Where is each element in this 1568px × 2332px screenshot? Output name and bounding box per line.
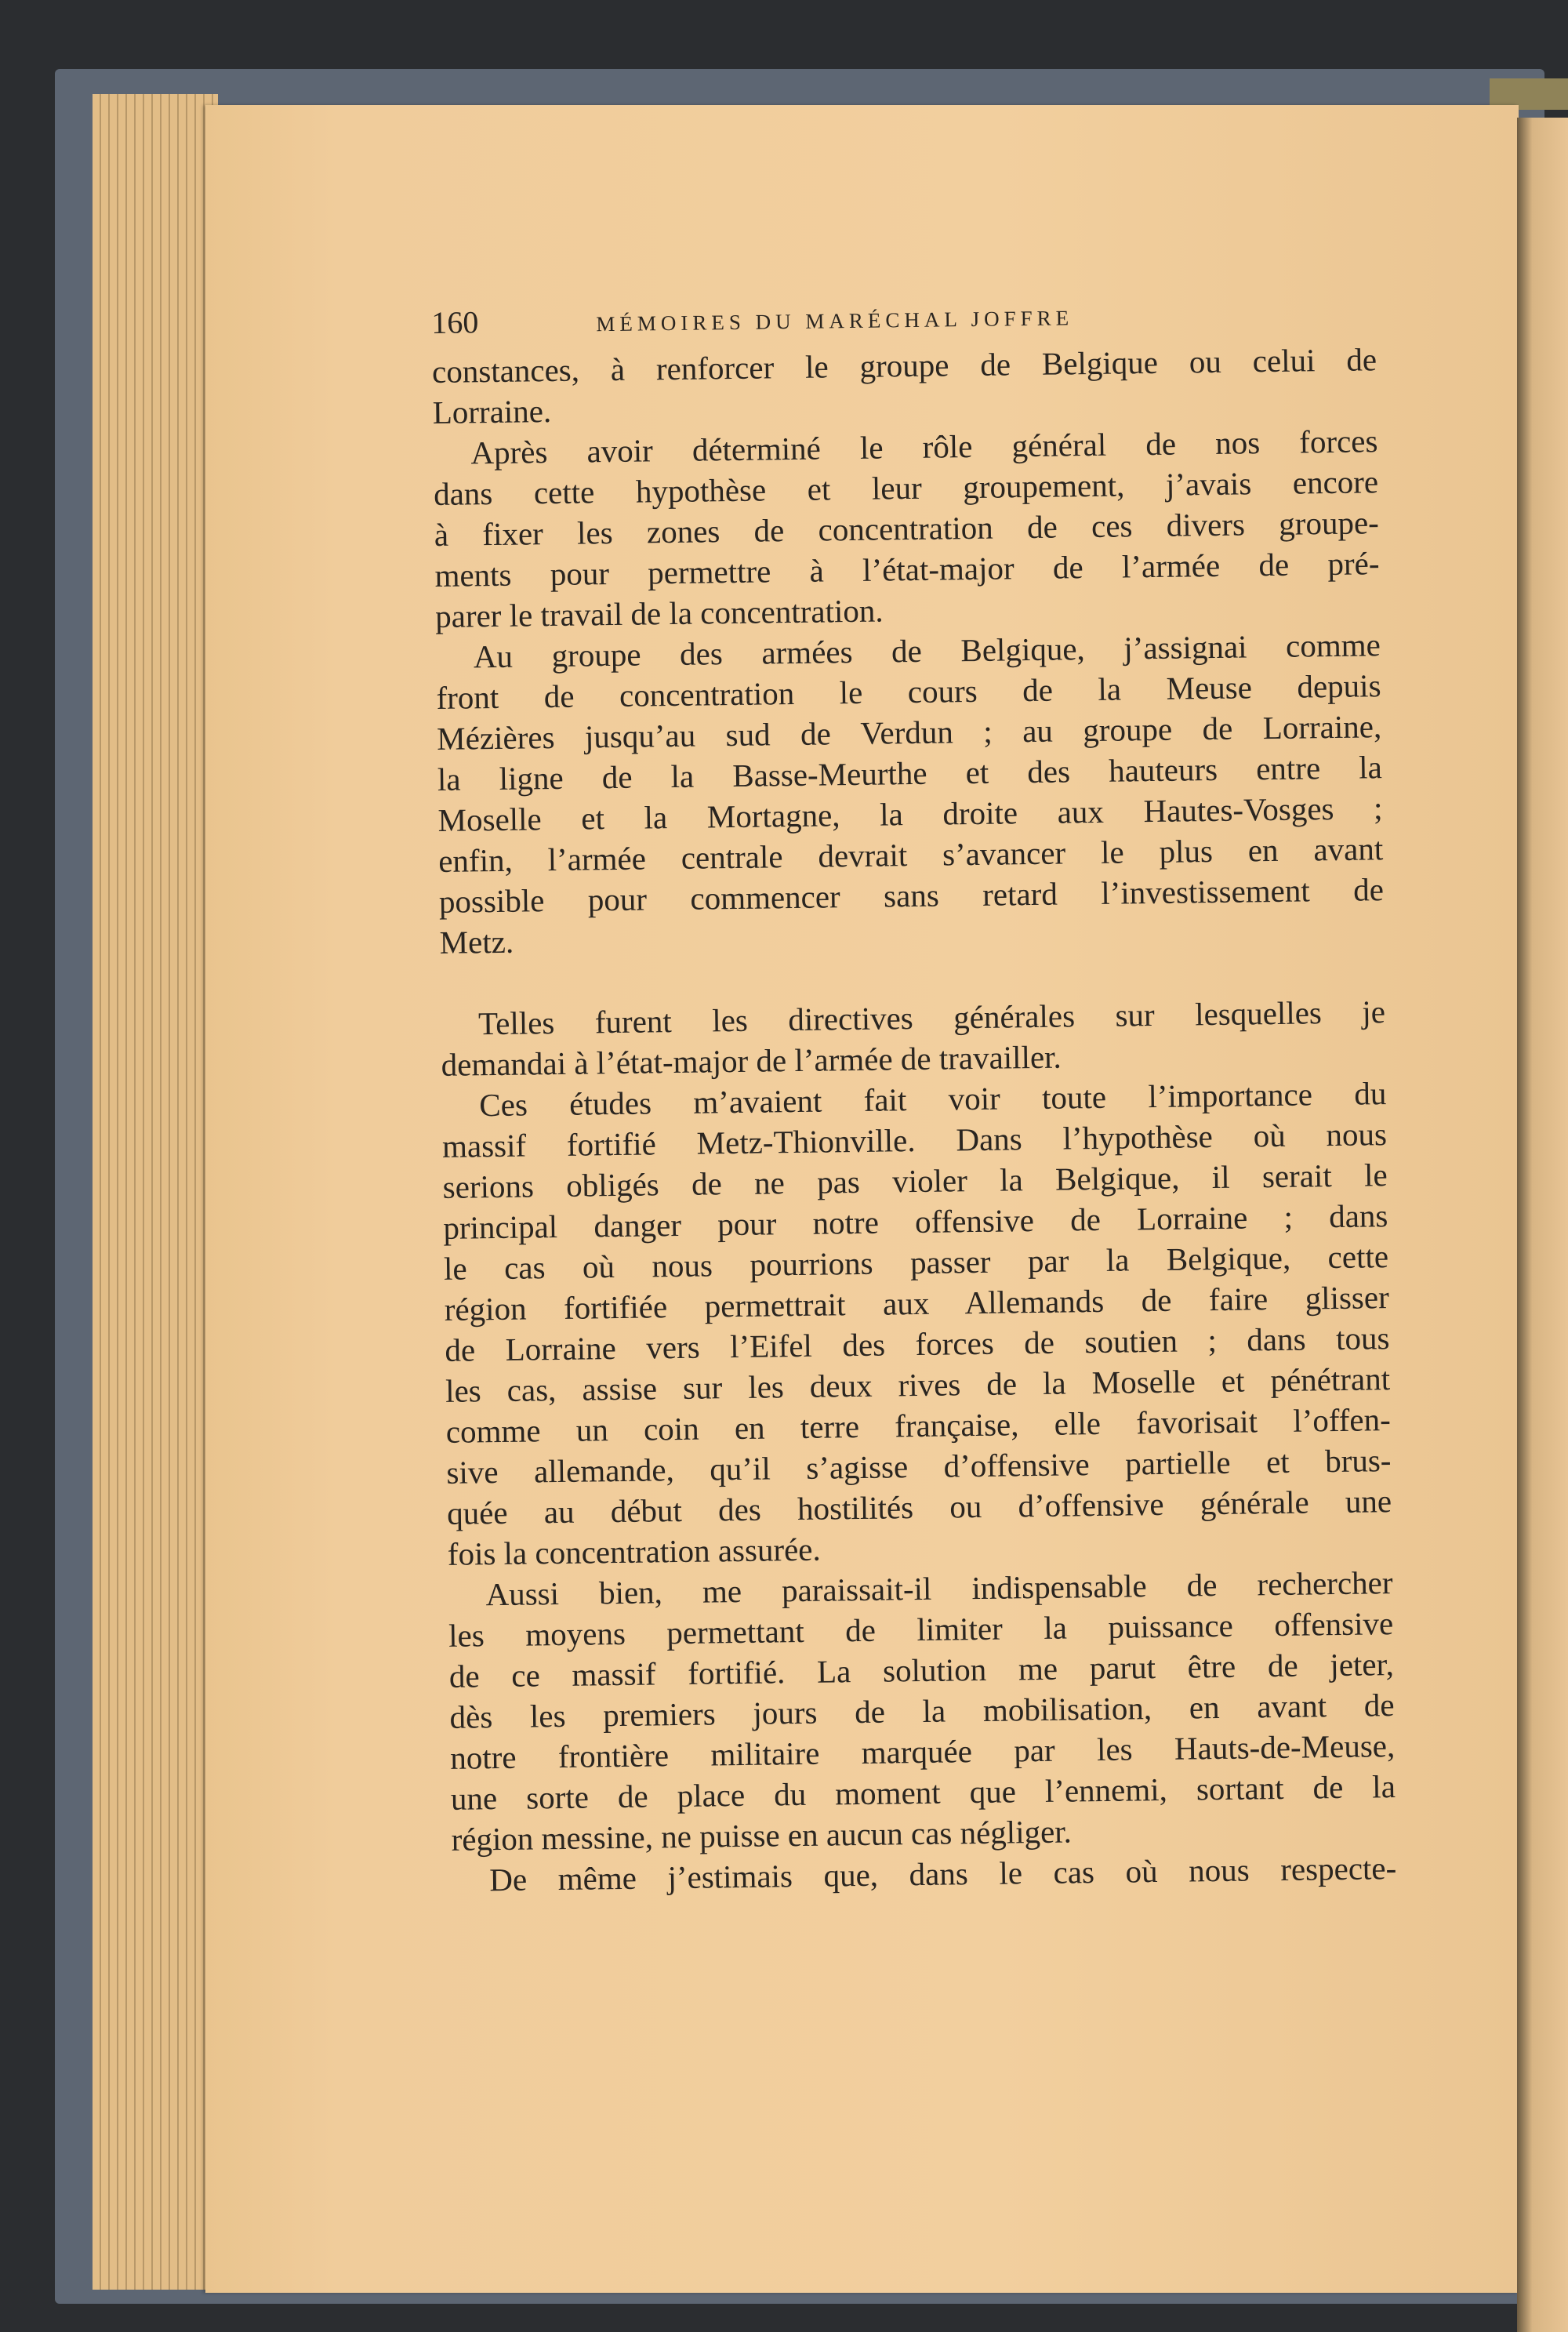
paragraph [433,420,1380,637]
text-line-content: fois la concentration assurée. [447,1531,822,1572]
text-line-content: Aussi bien, me paraissait-il indispensable de rechercher [485,1564,1393,1613]
text-line-content: Après avoir déterminé le rôle général de nos forces [470,423,1378,471]
text-line-content: la ligne de la Basse-Meurthe et des hauteurs entre la [437,749,1383,797]
page-number: 160 [431,304,479,340]
text-line-content: Ces études m’avaient fait voir toute l’importance du [479,1075,1387,1124]
paragraph [436,624,1385,963]
text-line-content: demandai à l’état-major de l’armée de travailler. [441,1038,1062,1083]
text-line-content: notre frontière militaire marquée par les Hauts-de-Meuse, [449,1727,1396,1776]
text-line-content: les cas, assise sur les deux rives de la Moselle et pénétrant [445,1360,1391,1409]
text-line-content: de Lorraine vers l’Eifel des forces de soutien ; dans tous [445,1320,1390,1368]
paragraph [441,991,1386,1085]
text-line-content: quée au début des hostilités ou d’offensive générale une [446,1483,1392,1531]
text-line-content: Moselle et la Mortagne, la droite aux Hautes-Vosges ; [437,790,1383,838]
text-line-content: parer le travail de la concentration. [434,592,884,634]
text-line-content: Mézières jusqu’au sud de Verdun ; au groupe de Lorraine, [436,708,1382,757]
text-line-content: dès les premiers jours de la mobilisation, en avant de [449,1687,1395,1735]
paragraph [432,339,1377,433]
text-line-content: De même j’estimais que, dans le cas où nous respecte- [489,1850,1397,1898]
text-line-content: Telles furent les directives générales sur lesquelles je [477,993,1386,1042]
text-line-content: constances, à renforcer le groupe de Belgique ou celui de [431,341,1377,390]
paragraph [441,1073,1392,1575]
text-line-content: principal danger pour notre offensive de Lorraine ; dans [443,1197,1388,1246]
text-line-content: Metz. [439,923,514,961]
text-line-content: massif fortifié Metz-Thionville. Dans l’hypothèse où nous [441,1116,1388,1164]
text-line-content: les moyens permettant de limiter la puissance offensive [448,1605,1394,1654]
page-content [431,292,1397,1901]
text-line-content: région messine, ne puisse en aucun cas négliger. [451,1813,1073,1858]
text-line-content: serions obligés de ne pas violer la Belgique, il serait le [442,1157,1388,1205]
text-line-content: enfin, l’armée centrale devrait s’avancer le plus en avant [437,830,1384,879]
text-line-content: comme un coin en terre française, elle favorisait l’offen- [445,1401,1392,1450]
facing-page-edge [1517,118,1568,2332]
text-line-content: dans cette hypothèse et leur groupement, j’avais encore [433,463,1379,512]
text-line-content: sive allemande, qu’il s’agisse d’offensive partielle et brus- [446,1442,1392,1491]
text-line-content: à fixer les zones de concentration de ces divers groupe- [434,504,1380,553]
paragraph [448,1562,1396,1860]
text-line-content: une sorte de place du moment que l’ennemi, sortant de la [450,1768,1396,1817]
running-title: MÉMOIRES DU MARÉCHAL JOFFRE [596,306,1074,336]
page-stack-edges [93,94,218,2290]
body-text [432,339,1397,1901]
text-line-content: région fortifiée permettrait aux Allemands de faire glisser [444,1279,1389,1328]
text-line-content: le cas où nous pourrions passer par la Belgique, cette [443,1238,1389,1287]
text-line-content: front de concentration le cours de la Meuse depuis [436,667,1381,716]
text-line-content: Lorraine. [432,393,552,430]
text-line-content: de ce massif fortifié. La solution me parut être de jeter, [448,1646,1395,1695]
text-line-content: ments pour permettre à l’état-major de l’armée de pré- [434,545,1380,594]
text-line-content: Au groupe des armées de Belgique, j’assignai comme [473,627,1381,675]
text-line-content: possible pour commencer sans retard l’investissement de [438,871,1385,920]
